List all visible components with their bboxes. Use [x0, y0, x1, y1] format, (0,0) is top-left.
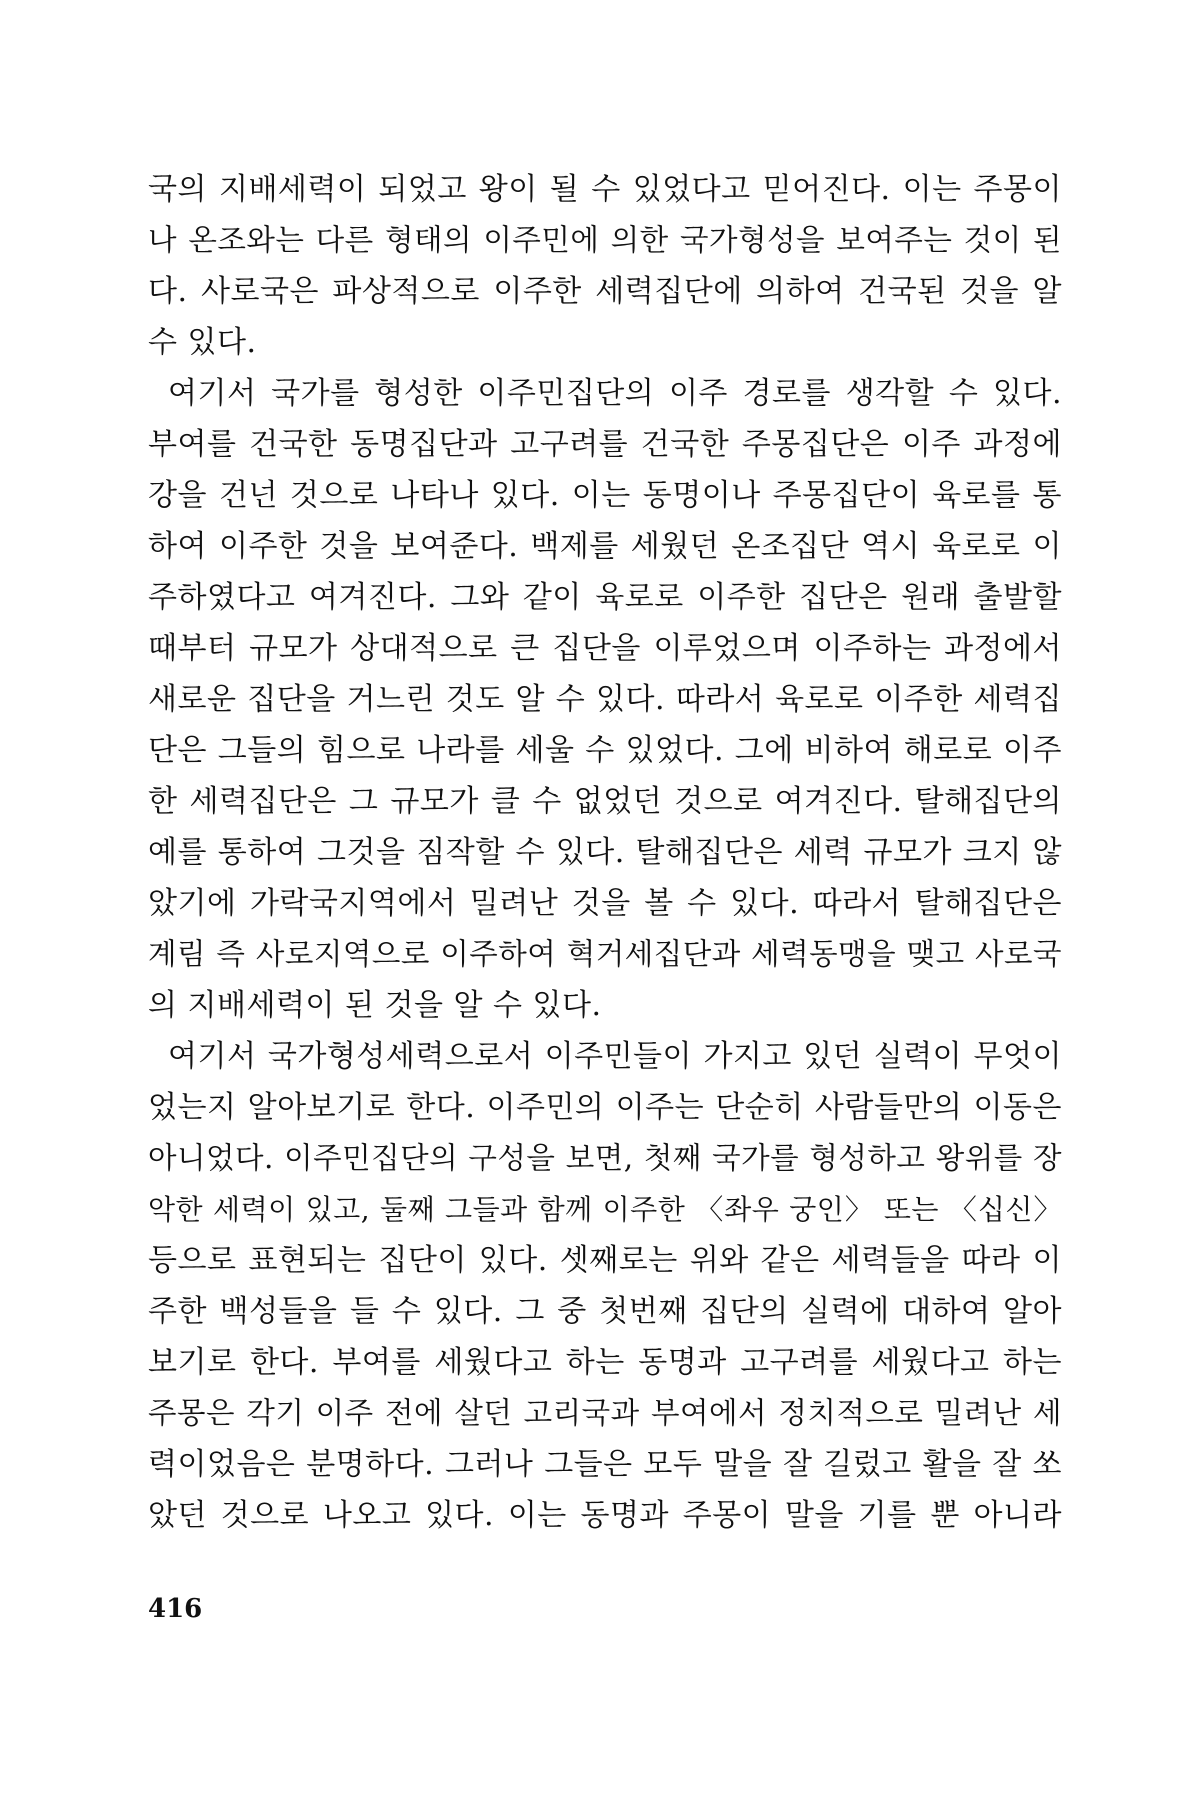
text-line: 았던 것으로 나오고 있다. 이는 동명과 주몽이 말을 기를 뿐 아니라 — [148, 1498, 1062, 1533]
text-line: 예를 통하여 그것을 짐작할 수 있다. 탈해집단은 세력 규모가 크지 않 — [148, 835, 1062, 870]
text-line: 주하였다고 여겨진다. 그와 같이 육로로 이주한 집단은 원래 출발할 — [148, 580, 1062, 615]
text-line: 새로운 집단을 거느린 것도 알 수 있다. 따라서 육로로 이주한 세력집 — [148, 682, 1062, 717]
text-line: 보기로 한다. 부여를 세웠다고 하는 동명과 고구려를 세웠다고 하는 — [148, 1345, 1062, 1380]
page-number: 416 — [148, 1594, 203, 1624]
text-line: 등으로 표현되는 집단이 있다. 셋째로는 위와 같은 세력들을 따라 이 — [148, 1243, 1062, 1278]
text-line: 때부터 규모가 상대적으로 큰 집단을 이루었으며 이주하는 과정에서 — [148, 631, 1062, 666]
text-line: 부여를 건국한 동명집단과 고구려를 건국한 주몽집단은 이주 과정에 — [148, 427, 1062, 462]
text-line: 강을 건넌 것으로 나타나 있다. 이는 동명이나 주몽집단이 육로를 통 — [148, 478, 1062, 513]
text-line: 수 있다. — [148, 325, 257, 360]
text-line: 아니었다. 이주민집단의 구성을 보면, 첫째 국가를 형성하고 왕위를 장 — [148, 1141, 1062, 1175]
text-line: 었는지 알아보기로 한다. 이주민의 이주는 단순히 사람들만의 이동은 — [148, 1090, 1062, 1125]
text-line: 단은 그들의 힘으로 나라를 세울 수 있었다. 그에 비하여 해로로 이주 — [148, 733, 1062, 768]
text-line: 의 지배세력이 된 것을 알 수 있다. — [148, 988, 602, 1023]
text-line: 국의 지배세력이 되었고 왕이 될 수 있었다고 믿어진다. 이는 주몽이 — [148, 172, 1062, 207]
text-line: 악한 세력이 있고, 둘째 그들과 함께 이주한 〈좌우 궁인〉 또는 〈십신〉 — [148, 1193, 1062, 1226]
text-line: 여기서 국가를 형성한 이주민집단의 이주 경로를 생각할 수 있다. — [168, 376, 1062, 411]
text-line: 주한 백성들을 들 수 있다. 그 중 첫번째 집단의 실력에 대하여 알아 — [148, 1294, 1062, 1329]
text-line: 하여 이주한 것을 보여준다. 백제를 세웠던 온조집단 역시 육로로 이 — [148, 529, 1062, 564]
text-line: 았기에 가락국지역에서 밀려난 것을 볼 수 있다. 따라서 탈해집단은 — [148, 886, 1062, 921]
text-line: 한 세력집단은 그 규모가 클 수 없었던 것으로 여겨진다. 탈해집단의 — [148, 784, 1062, 819]
text-line: 여기서 국가형성세력으로서 이주민들이 가지고 있던 실력이 무엇이 — [168, 1039, 1062, 1074]
text-line: 주몽은 각기 이주 전에 살던 고리국과 부여에서 정치적으로 밀려난 세 — [148, 1396, 1062, 1430]
text-line: 나 온조와는 다른 형태의 이주민에 의한 국가형성을 보여주는 것이 된 — [148, 223, 1062, 257]
text-line: 력이었음은 분명하다. 그러나 그들은 모두 말을 잘 길렀고 활을 잘 쏘 — [148, 1447, 1062, 1482]
text-line: 계림 즉 사로지역으로 이주하여 혁거세집단과 세력동맹을 맺고 사로국 — [148, 937, 1062, 971]
body-text — [148, 164, 1062, 1541]
text-line: 다. 사로국은 파상적으로 이주한 세력집단에 의하여 건국된 것을 알 — [148, 274, 1062, 309]
